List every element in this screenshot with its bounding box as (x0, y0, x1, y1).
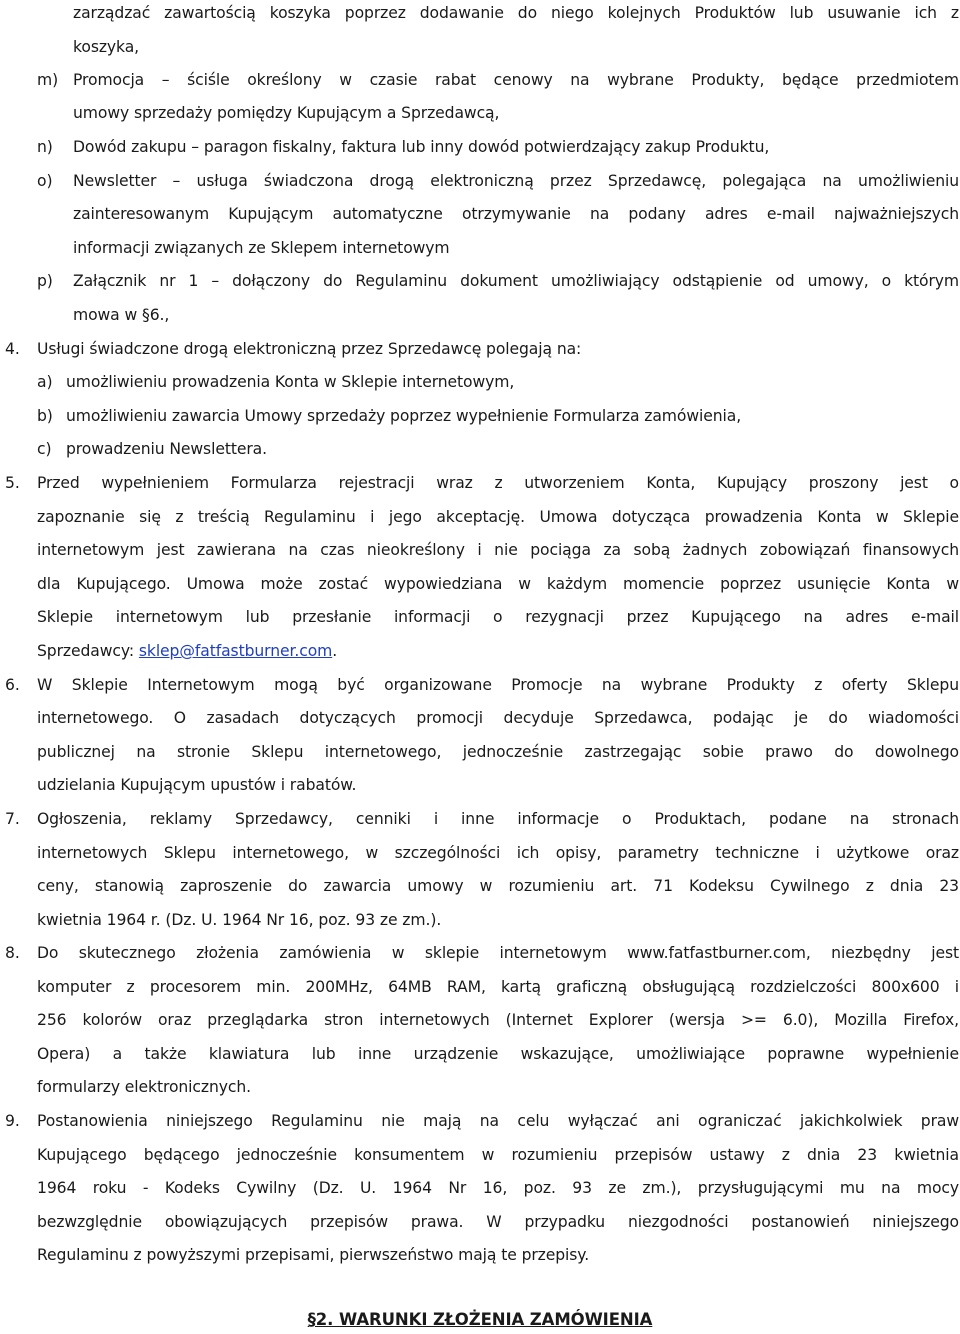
list-item-line: zainteresowanym Kupującym automatyczne otrzymywanie na podany adres e-mail najważniejszych (73, 205, 959, 223)
paragraph-7-line: kwietnia 1964 r. (Dz. U. 1964 Nr 16, poz. 93 ze zm.). (37, 911, 442, 929)
paragraph-number: 8. (5, 944, 20, 962)
paragraph-6-line: W Sklepie Internetowym mogą być organizowane Promocje na wybrane Produkty z oferty Sklepu (37, 676, 959, 694)
email-suffix: . (332, 642, 338, 660)
definition-newsletter: Newsletter – usługa świadczona drogą elektroniczną przez Sprzedawcę, polegająca na umożliwieniu (73, 172, 959, 190)
paragraph-6-line: publicznej na stronie Sklepu internetowego, jednocześnie zastrzegając sobie prawo do dowolnego (37, 743, 959, 761)
list-marker: n) (37, 138, 53, 156)
paragraph-7-line: internetowych Sklepu internetowego, w szczególności ich opisy, parametry techniczne i użytkowe oraz (37, 844, 959, 862)
list-marker: c) (37, 440, 52, 458)
paragraph-9-line: bezwzględnie obowiązujących przepisów prawa. W przypadku niezgodności postanowień niniejszego (37, 1213, 959, 1231)
list-item-line: mowa w §6., (73, 306, 170, 324)
definition-promocja: Promocja – ściśle określony w czasie rabat cenowy na wybrane Produkty, będące przedmiotem (73, 71, 959, 89)
list-marker: m) (37, 71, 59, 89)
section-heading: §2. WARUNKI ZŁOŻENIA ZAMÓWIENIA (307, 1310, 653, 1329)
paragraph-5-line: Przed wypełnieniem Formularza rejestracji wraz z utworzeniem Konta, Kupujący proszony jest o (37, 474, 959, 492)
paragraph-number: 5. (5, 474, 20, 492)
list-item-line: umowy sprzedaży pomiędzy Kupującym a Sprzedawcą, (73, 104, 500, 122)
definition-zalacznik: Załącznik nr 1 – dołączony do Regulaminu dokument umożliwiający odstąpienie od umowy, o którym (73, 272, 959, 290)
paragraph-8-line: Opera) a także klawiatura lub inne urządzenie wskazujące, umożliwiające poprawne wypełnienie (37, 1045, 959, 1063)
paragraph-8-line: formularzy elektronicznych. (37, 1078, 251, 1096)
paragraph-8-line: komputer z procesorem min. 200MHz, 64MB RAM, kartą graficzną obsługującą rozdzielczości 800x600 i (37, 978, 959, 996)
paragraph-8-line: Do skutecznego złożenia zamówienia w sklepie internetowym www.fatfastburner.com, niezbędny jest (37, 944, 959, 962)
paragraph-8-line: 256 kolorów oraz przeglądarka stron internetowych (Internet Explorer (wersja >= 6.0), Mozilla Firefox, (37, 1011, 959, 1029)
paragraph-9-line: 1964 roku - Kodeks Cywilny (Dz. U. 1964 Nr 16, poz. 93 ze zm.), przysługującymi mu na mocy (37, 1179, 959, 1197)
list-item: umożliwieniu zawarcia Umowy sprzedaży poprzez wypełnienie Formularza zamówienia, (66, 407, 742, 425)
paragraph-5-line: dla Kupującego. Umowa może zostać wypowiedziana w każdym momencie poprzez usunięcie Konta w (37, 575, 959, 593)
list-marker: a) (37, 373, 53, 391)
list-item: prowadzeniu Newslettera. (66, 440, 267, 458)
paragraph-7-line: Ogłoszenia, reklamy Sprzedawcy, cenniki i inne informacje o Produktach, podane na stronach (37, 810, 959, 828)
list-item-line: informacji związanych ze Sklepem internetowym (73, 239, 450, 257)
paragraph-4: Usługi świadczone drogą elektroniczną przez Sprzedawcę polegają na: (37, 340, 582, 358)
paragraph-5-last-line (37, 641, 337, 661)
list-item-line: zarządzać zawartością koszyka poprzez dodawanie do niego kolejnych Produktów lub usuwanie ich z (73, 4, 959, 22)
list-item: umożliwieniu prowadzenia Konta w Sklepie internetowym, (66, 373, 515, 391)
paragraph-9-line: Kupującego będącego jednocześnie konsumentem w rozumieniu przepisów ustawy z dnia 23 kwietnia (37, 1146, 959, 1164)
paragraph-5-line: Sklepie internetowym lub przesłanie informacji o rezygnacji przez Kupującego na adres e-mail (37, 608, 959, 626)
list-marker: b) (37, 407, 53, 425)
paragraph-5-line: zapoznanie się z treścią Regulaminu i jego akceptację. Umowa dotycząca prowadzenia Konta w Sklepie (37, 508, 959, 526)
paragraph-number: 9. (5, 1112, 20, 1130)
paragraph-number: 4. (5, 340, 20, 358)
definition-dowod-zakupu: Dowód zakupu – paragon fiskalny, faktura lub inny dowód potwierdzający zakup Produktu, (73, 138, 770, 156)
list-marker: o) (37, 172, 53, 190)
paragraph-9-line: Regulaminu z powyższymi przepisami, pierwszeństwo mają te przepisy. (37, 1246, 590, 1264)
paragraph-7-line: ceny, stanowią zaproszenie do zawarcia umowy w rozumieniu art. 71 Kodeksu Cywilnego z dnia 23 (37, 877, 959, 895)
paragraph-6-line: internetowego. O zasadach dotyczących promocji decyduje Sprzedawca, podając je do wiadomości (37, 709, 959, 727)
paragraph-6-line: udzielania Kupującym upustów i rabatów. (37, 776, 357, 794)
paragraph-9-line: Postanowienia niniejszego Regulaminu nie mają na celu wyłączać ani ograniczać jakichkolwiek praw (37, 1112, 959, 1130)
email-prefix: Sprzedawcy: (37, 642, 139, 660)
list-item-line: koszyka, (73, 38, 140, 56)
paragraph-5-line: internetowym jest zawierana na czas nieokreślony i nie pociąga za sobą żadnych zobowiązań finansowych (37, 541, 959, 559)
list-marker: p) (37, 272, 53, 290)
email-link[interactable]: sklep@fatfastburner.com (138, 642, 333, 660)
paragraph-number: 6. (5, 676, 20, 694)
paragraph-number: 7. (5, 810, 20, 828)
